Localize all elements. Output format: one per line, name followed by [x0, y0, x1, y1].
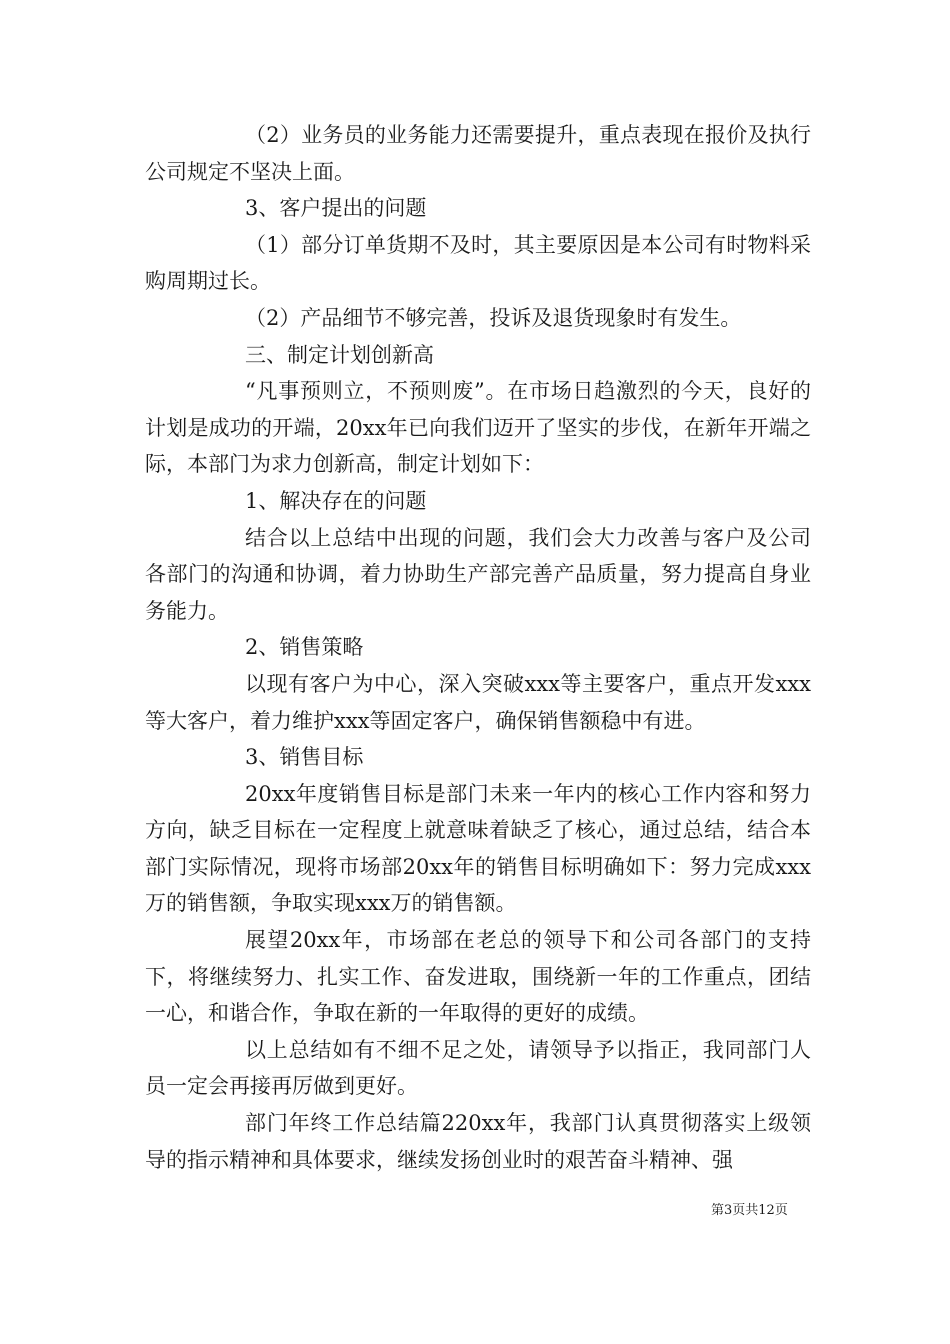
- paragraph: 20xx年度销售目标是部门未来一年内的核心工作内容和努力方向，缺乏目标在一定程度上就意味着缺乏了核心，通过总结，结合本部门实际情况，现将市场部20xx年的销售目标明确如下：努力完成xxx万的销售额，争取实现xxx万的销售额。: [145, 781, 811, 916]
- paragraph: 展望20xx年，市场部在老总的领导下和公司各部门的支持下，将继续努力、扎实工作、奋发进取，围绕新一年的工作重点，团结一心，和谐合作，争取在新的一年取得的更好的成绩。: [145, 928, 811, 1026]
- document-body: [145, 117, 811, 1178]
- paragraph: 部门年终工作总结篇220xx年，我部门认真贯彻落实上级领导的指示精神和具体要求，继续发扬创业时的艰苦奋斗精神、强: [145, 1111, 811, 1172]
- section-heading: 1、解决存在的问题: [245, 488, 427, 513]
- paragraph: （2）业务员的业务能力还需要提升，重点表现在报价及执行公司规定不坚决上面。: [145, 123, 811, 184]
- section-heading: 3、销售目标: [245, 745, 364, 770]
- paragraph: 以现有客户为中心，深入突破xxx等主要客户，重点开发xxx等大客户，着力维护xxx等固定客户，确保销售额稳中有进。: [145, 671, 811, 733]
- page-number-footer: 第3页共12页: [711, 1203, 788, 1218]
- section-heading: 三、制定计划创新高: [245, 342, 434, 367]
- paragraph: “凡事预则立，不预则废”。在市场日趋激烈的今天，良好的计划是成功的开端，20xx年已向我们迈开了坚实的步伐，在新年开端之际，本部门为求力创新高，制定计划如下：: [145, 379, 811, 477]
- paragraph: （2）产品细节不够完善，投诉及退货现象时有发生。: [245, 305, 742, 330]
- paragraph: （1）部分订单货期不及时，其主要原因是本公司有时物料采购周期过长。: [145, 232, 811, 294]
- section-heading: 2、销售策略: [245, 635, 364, 660]
- paragraph: 以上总结如有不细不足之处，请领导予以指正，我同部门人员一定会再接再厉做到更好。: [145, 1037, 811, 1099]
- section-heading: 3、客户提出的问题: [245, 196, 427, 221]
- paragraph: 结合以上总结中出现的问题，我们会大力改善与客户及公司各部门的沟通和协调，着力协助生产部完善产品质量，努力提高自身业务能力。: [145, 525, 811, 623]
